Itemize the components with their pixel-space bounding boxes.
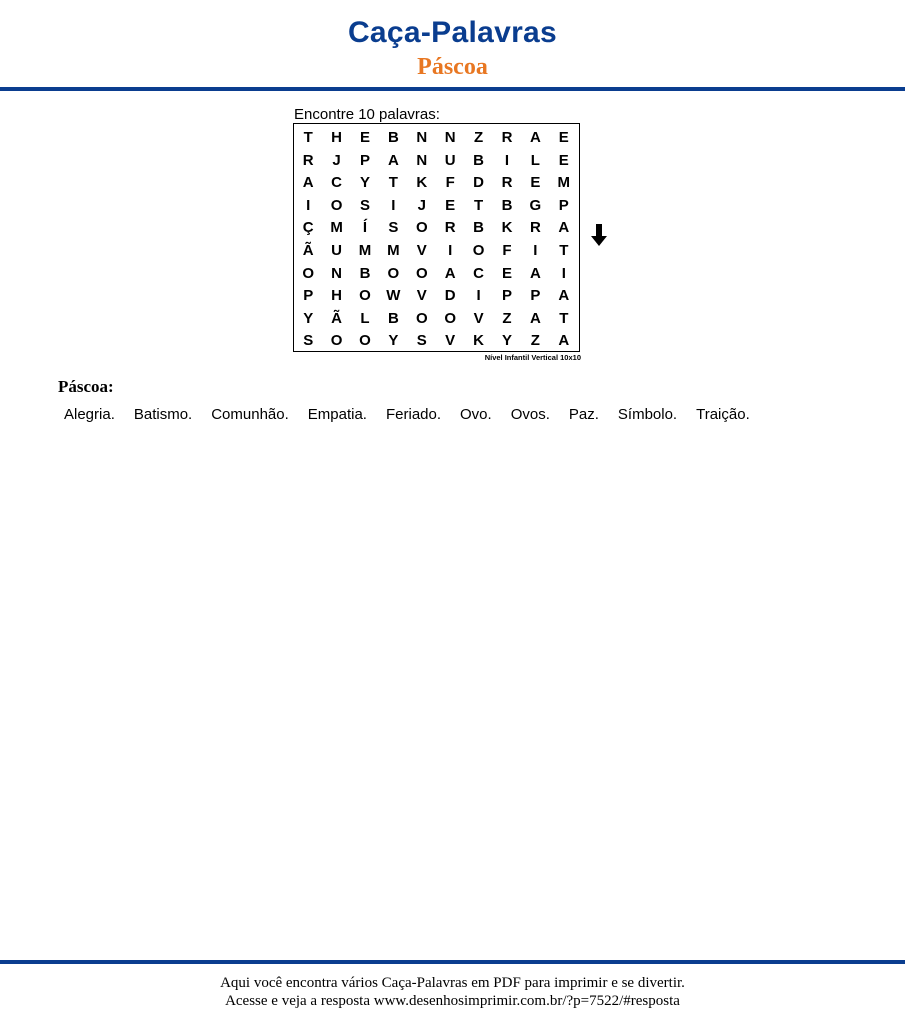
grid-cell: P — [530, 287, 541, 305]
grid-cell: K — [501, 219, 513, 237]
grid-cell: T — [559, 309, 569, 327]
grid-cell: B — [473, 151, 485, 169]
grid-cell: S — [416, 332, 427, 350]
grid-cell: R — [302, 151, 314, 169]
grid-cell: O — [302, 264, 315, 282]
grid-cell: B — [387, 129, 399, 146]
grid-cell: J — [332, 151, 341, 169]
word-list-item: Comunhão. — [211, 406, 289, 423]
grid-cell: E — [501, 264, 512, 282]
grid-cell: A — [529, 129, 541, 146]
word-list-item: Feriado. — [385, 406, 442, 423]
grid-cell: E — [359, 129, 370, 146]
grid-cell: Z — [530, 332, 540, 350]
page-subtitle: Páscoa — [417, 54, 488, 80]
grid-cell: K — [416, 174, 428, 192]
grid-cell: P — [501, 287, 512, 305]
grid-cell: O — [359, 287, 371, 305]
grid-cell: Y — [388, 332, 399, 350]
grid-cell: Y — [303, 309, 314, 327]
puzzle-instructions: Encontre 10 palavras: — [294, 106, 440, 123]
grid-cell: P — [359, 151, 370, 169]
grid-cell: T — [303, 129, 313, 146]
grid-cell: L — [530, 151, 540, 169]
grid-cell: H — [331, 287, 343, 305]
grid-cell: M — [387, 241, 400, 259]
word-list-item: Ovo. — [460, 406, 492, 423]
grid-cell: E — [558, 151, 569, 169]
grid-cells — [294, 127, 578, 353]
word-list-item: Empatia. — [307, 406, 367, 423]
grid-cell: B — [359, 264, 371, 282]
grid-cell: A — [558, 332, 570, 350]
grid-cell: D — [473, 174, 485, 192]
grid-cell: Ã — [331, 309, 343, 327]
grid-cell: P — [558, 196, 569, 214]
footer-line-1: Aqui você encontra vários Caça-Palavras em PDF para imprimir e se divertir. — [220, 975, 685, 991]
word-list-item: Paz. — [568, 406, 599, 423]
grid-cell: I — [391, 196, 396, 214]
grid-cell: O — [472, 241, 485, 259]
grid-cell: C — [473, 264, 485, 282]
page-title: Caça-Palavras — [347, 16, 558, 49]
grid-cell: O — [359, 332, 371, 350]
grid-cell: N — [444, 129, 456, 146]
grid-cell: I — [306, 196, 311, 214]
grid-cell: O — [330, 332, 343, 350]
grid-cell: W — [386, 287, 401, 305]
grid-cell: P — [303, 287, 314, 305]
word-list-item: Traição. — [696, 406, 750, 423]
grid-cell: Y — [501, 332, 512, 350]
grid-cell: Z — [474, 129, 484, 146]
bottom-divider — [0, 960, 905, 964]
arrow-down-icon — [590, 223, 608, 247]
grid-cell: I — [533, 241, 538, 259]
word-list-item: Alegria. — [64, 406, 115, 423]
grid-cell: A — [387, 151, 399, 169]
grid-cell: I — [448, 241, 453, 259]
grid-cell: Z — [502, 309, 512, 327]
grid-cell: E — [530, 174, 541, 192]
grid-cell: I — [476, 287, 481, 305]
grid-cell: H — [331, 129, 343, 146]
grid-cell: R — [501, 129, 513, 146]
grid-cell: M — [358, 241, 372, 259]
grid-cell: V — [416, 241, 427, 259]
grid-cell: M — [557, 174, 571, 192]
grid-cell: E — [558, 129, 569, 146]
puzzle-level: Nível Infantil Vertical 10x10 — [484, 353, 581, 362]
word-search-grid — [293, 123, 580, 352]
grid-cell: S — [388, 219, 399, 237]
grid-cell: O — [415, 219, 428, 237]
grid-cell: D — [444, 287, 456, 305]
grid-cell: B — [473, 219, 485, 237]
grid-cell: O — [415, 264, 428, 282]
grid-cell: L — [360, 309, 370, 327]
grid-cell: R — [529, 219, 541, 237]
word-list-item: Ovos. — [510, 406, 550, 423]
grid-cell: O — [415, 309, 428, 327]
word-list-heading: Páscoa: — [58, 377, 114, 396]
grid-cell: U — [331, 241, 343, 259]
grid-cell: N — [416, 129, 428, 146]
grid-cell: I — [561, 264, 566, 282]
grid-cell: S — [303, 332, 314, 350]
grid-cell: B — [387, 309, 399, 327]
grid-cell: I — [504, 151, 510, 169]
grid-cell: N — [416, 151, 428, 169]
footer-line-2: Acesse e veja a resposta www.desenhosimprimir.com.br/?p=7522/#resposta — [225, 993, 680, 1009]
top-divider — [0, 87, 905, 91]
word-list-item: Símbolo. — [617, 406, 678, 423]
grid-cell: A — [558, 287, 570, 305]
grid-cell: C — [331, 174, 343, 192]
grid-cell: S — [359, 196, 370, 214]
grid-cell: G — [529, 196, 542, 214]
grid-cell: O — [444, 309, 457, 327]
grid-cell: E — [445, 196, 456, 214]
grid-cell: V — [445, 332, 456, 350]
grid-cell: T — [474, 196, 484, 214]
grid-cell: B — [501, 196, 513, 214]
grid-cell: K — [473, 332, 485, 350]
grid-cell: V — [473, 309, 484, 327]
grid-cell: N — [331, 264, 343, 282]
grid-cell: T — [388, 174, 398, 192]
grid-cell: A — [529, 309, 541, 327]
word-list-item: Batismo. — [133, 406, 193, 423]
grid-cell: V — [416, 287, 427, 305]
grid-cell: F — [445, 174, 455, 192]
grid-cell: Ã — [302, 241, 314, 259]
grid-cell: U — [444, 151, 456, 169]
grid-cell: Ç — [302, 219, 314, 237]
grid-cell: R — [501, 174, 513, 192]
grid-cell: T — [559, 241, 569, 259]
grid-cell: J — [417, 196, 426, 214]
grid-cell: A — [444, 264, 456, 282]
grid-cell: R — [444, 219, 456, 237]
grid-cell: O — [330, 196, 343, 214]
grid-cell: Í — [362, 219, 368, 237]
grid-cell: A — [558, 219, 570, 237]
word-list — [64, 406, 769, 423]
grid-cell: F — [502, 241, 512, 259]
grid-cell: A — [529, 264, 541, 282]
grid-cell: O — [387, 264, 400, 282]
grid-cell: Y — [359, 174, 370, 192]
grid-cell: M — [330, 219, 343, 237]
grid-cell: A — [302, 174, 314, 192]
